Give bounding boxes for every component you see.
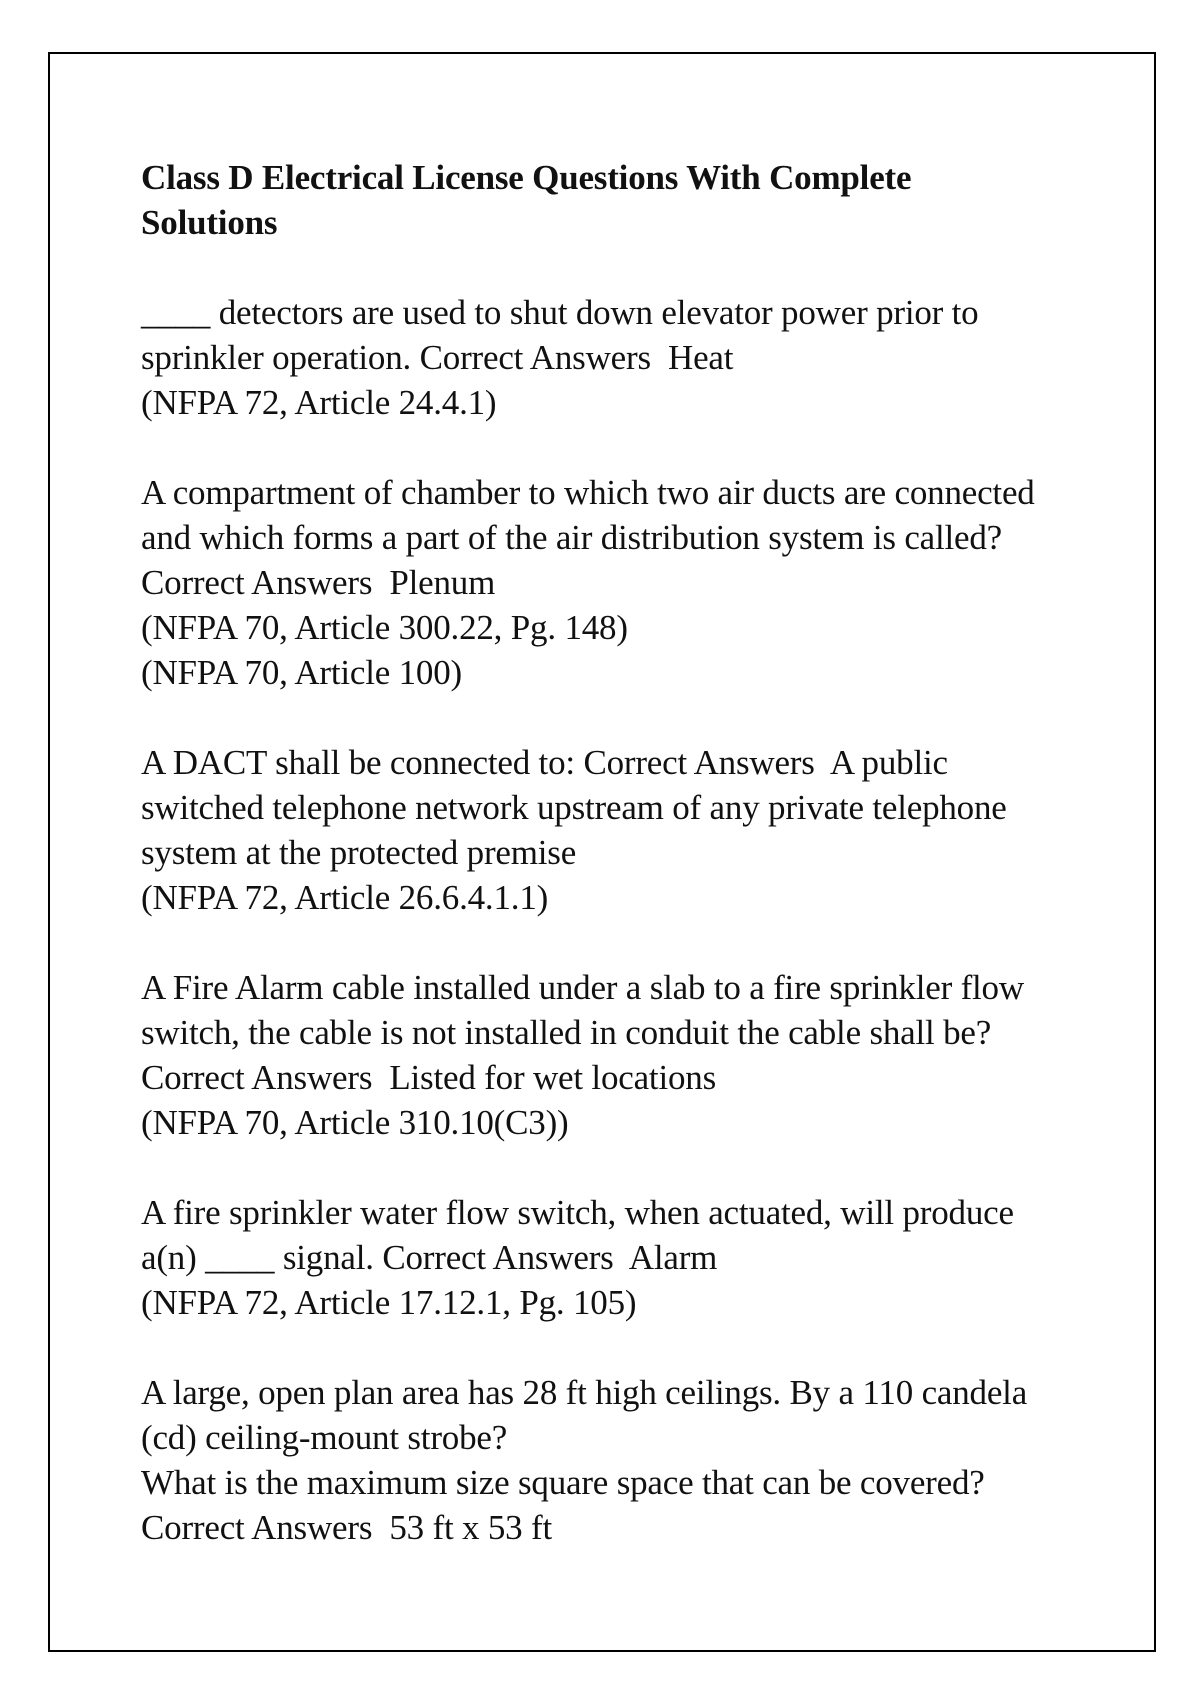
- qa-reference: (NFPA 72, Article 17.12.1, Pg. 105): [141, 1283, 637, 1322]
- qa-block-5: [141, 1190, 1071, 1325]
- qa-answer: Correct Answers Listed for wet locations: [141, 1058, 716, 1097]
- qa-line: A fire sprinkler water flow switch, when actuated, will produce: [141, 1193, 1014, 1232]
- qa-answer: Correct Answers 53 ft x 53 ft: [141, 1508, 553, 1547]
- qa-line: sprinkler operation. Correct Answers Heat: [141, 338, 734, 377]
- qa-line: and which forms a part of the air distribution system is called?: [141, 518, 1003, 557]
- qa-line: What is the maximum size square space that can be covered?: [141, 1463, 985, 1502]
- qa-line: switch, the cable is not installed in conduit the cable shall be?: [141, 1013, 992, 1052]
- qa-block-1: [141, 290, 1071, 425]
- qa-line: A Fire Alarm cable installed under a slab to a fire sprinkler flow: [141, 968, 1024, 1007]
- qa-line: A compartment of chamber to which two air ducts are connected: [141, 473, 1035, 512]
- qa-reference: (NFPA 70, Article 300.22, Pg. 148): [141, 608, 628, 647]
- qa-line: system at the protected premise: [141, 833, 577, 872]
- title-line: Class D Electrical License Questions With Complete: [141, 158, 912, 197]
- qa-line: A DACT shall be connected to: Correct Answers A public: [141, 743, 948, 782]
- qa-reference: (NFPA 72, Article 26.6.4.1.1): [141, 878, 549, 917]
- qa-line: A large, open plan area has 28 ft high ceilings. By a 110 candela: [141, 1373, 1028, 1412]
- document-title: [141, 155, 1071, 245]
- qa-line: (cd) ceiling-mount strobe?: [141, 1418, 508, 1457]
- qa-block-6: [141, 1370, 1071, 1550]
- qa-reference: (NFPA 72, Article 24.4.1): [141, 383, 497, 422]
- qa-line: ____ detectors are used to shut down elevator power prior to: [141, 293, 979, 332]
- qa-block-4: [141, 965, 1071, 1145]
- qa-line: a(n) ____ signal. Correct Answers Alarm: [141, 1238, 718, 1277]
- qa-reference: (NFPA 70, Article 310.10(C3)): [141, 1103, 569, 1142]
- qa-block-2: [141, 470, 1071, 695]
- qa-block-3: [141, 740, 1071, 920]
- document-content: [141, 155, 1071, 1550]
- title-line: Solutions: [141, 203, 278, 242]
- qa-line: switched telephone network upstream of any private telephone: [141, 788, 1007, 827]
- qa-reference: (NFPA 70, Article 100): [141, 653, 462, 692]
- qa-answer: Correct Answers Plenum: [141, 563, 496, 602]
